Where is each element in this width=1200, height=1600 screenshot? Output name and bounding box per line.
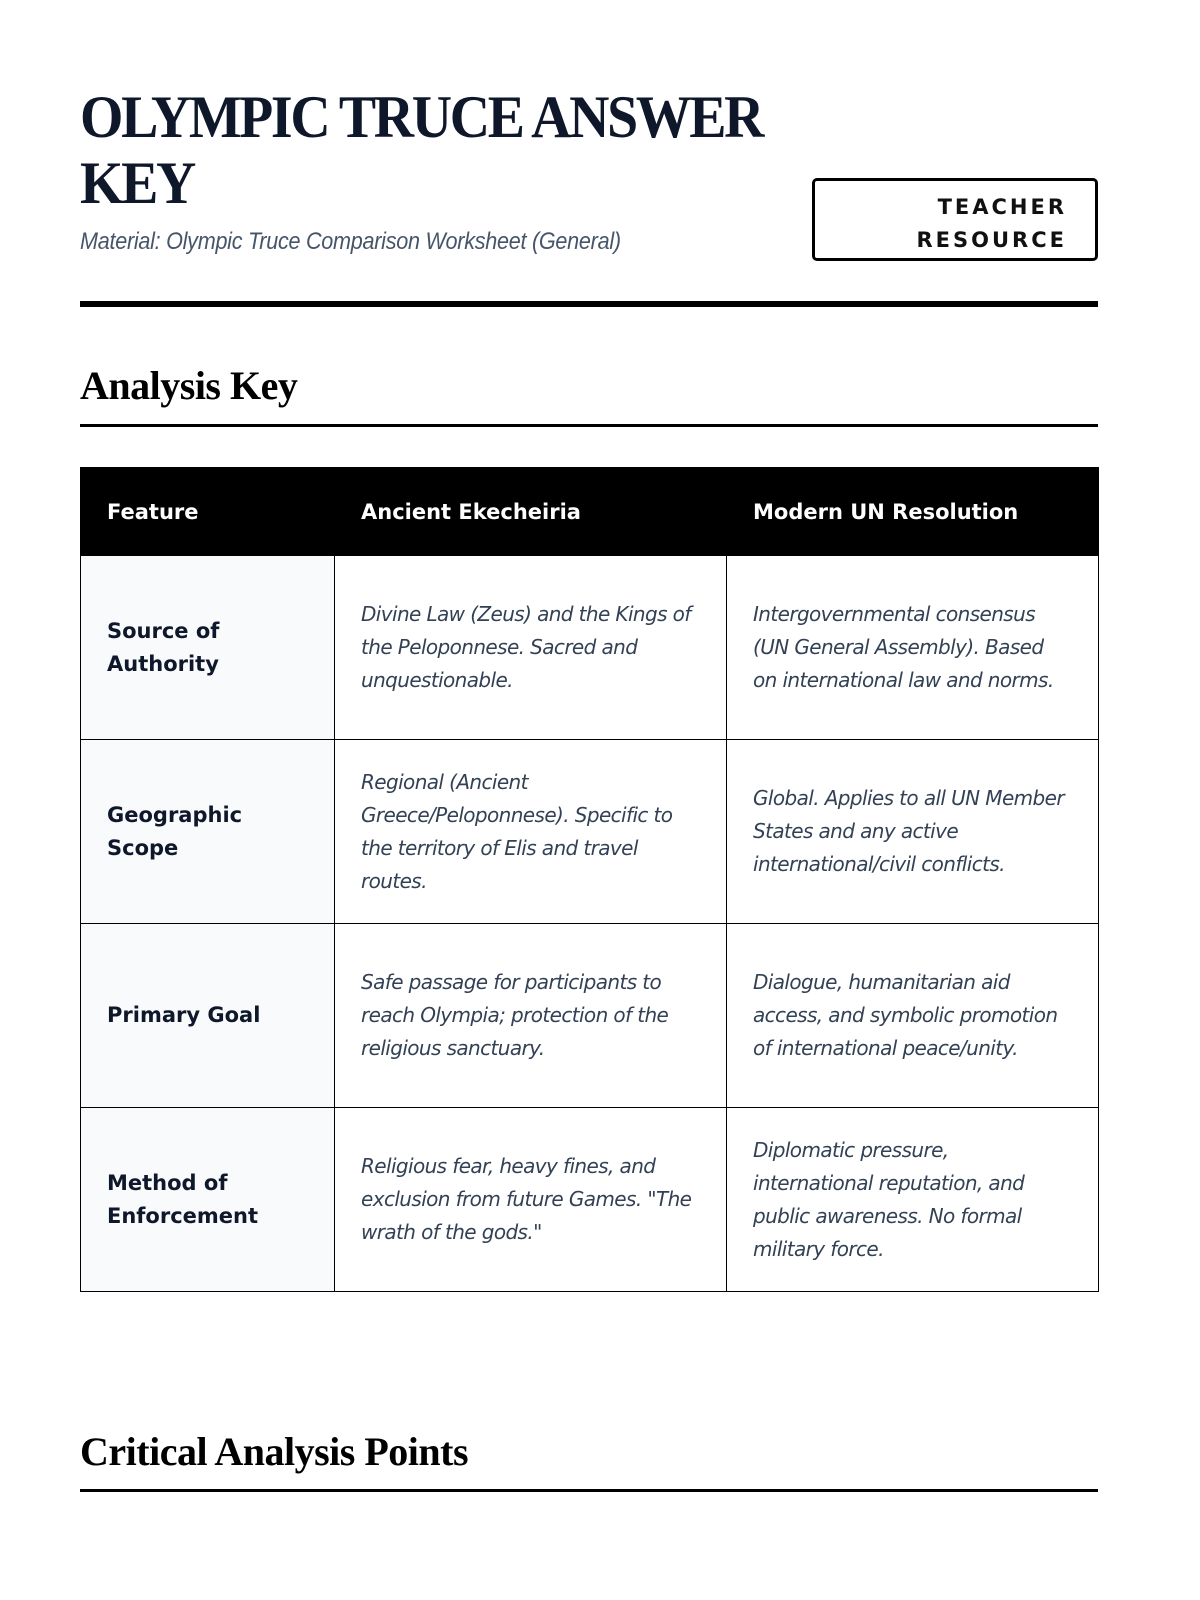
badge-line-2: RESOURCE [916,228,1067,252]
feature-cell: Primary Goal [81,924,335,1108]
modern-cell: Diplomatic pressure, international reputation, and public awareness. No formal military force. [727,1108,1099,1292]
table-row [81,1108,1099,1292]
feature-cell: Geographic Scope [81,740,335,924]
header-divider [80,301,1098,307]
badge-line-1: TEACHER [937,195,1067,219]
table-row [81,556,1099,740]
ancient-cell: Regional (Ancient Greece/Peloponnese). Specific to the territory of Elis and travel routes. [335,740,727,924]
column-header-ancient: Ancient Ekecheiria [335,468,727,556]
section-title-critical-analysis: Critical Analysis Points [80,1429,469,1474]
comparison-table [80,467,1099,1292]
modern-cell: Dialogue, humanitarian aid access, and symbolic promotion of international peace/unity. [727,924,1099,1108]
table-row [81,740,1099,924]
modern-cell: Intergovernmental consensus (UN General Assembly). Based on international law and norms. [727,556,1099,740]
feature-cell: Source of Authority [81,556,335,740]
material-subtitle: Material: Olympic Truce Comparison Worksheet (General) [80,228,621,255]
section-divider [80,1489,1098,1492]
ancient-cell: Divine Law (Zeus) and the Kings of the Peloponnese. Sacred and unquestionable. [335,556,727,740]
page-title: OLYMPIC TRUCE ANSWER KEY [80,84,763,216]
feature-cell: Method of Enforcement [81,1108,335,1292]
section-title-analysis-key: Analysis Key [80,363,298,408]
section-divider [80,424,1098,427]
column-header-feature: Feature [81,468,335,556]
column-header-modern: Modern UN Resolution [727,468,1099,556]
modern-cell: Global. Applies to all UN Member States and any active international/civil conflicts. [727,740,1099,924]
table-header-row [81,468,1099,556]
answer-key-page [80,0,1098,1474]
ancient-cell: Safe passage for participants to reach Olympia; protection of the religious sanctuary. [335,924,727,1108]
document-header [80,0,1098,310]
teacher-resource-badge [812,178,1098,261]
ancient-cell: Religious fear, heavy fines, and exclusion from future Games. "The wrath of the gods." [335,1108,727,1292]
table-row [81,924,1099,1108]
